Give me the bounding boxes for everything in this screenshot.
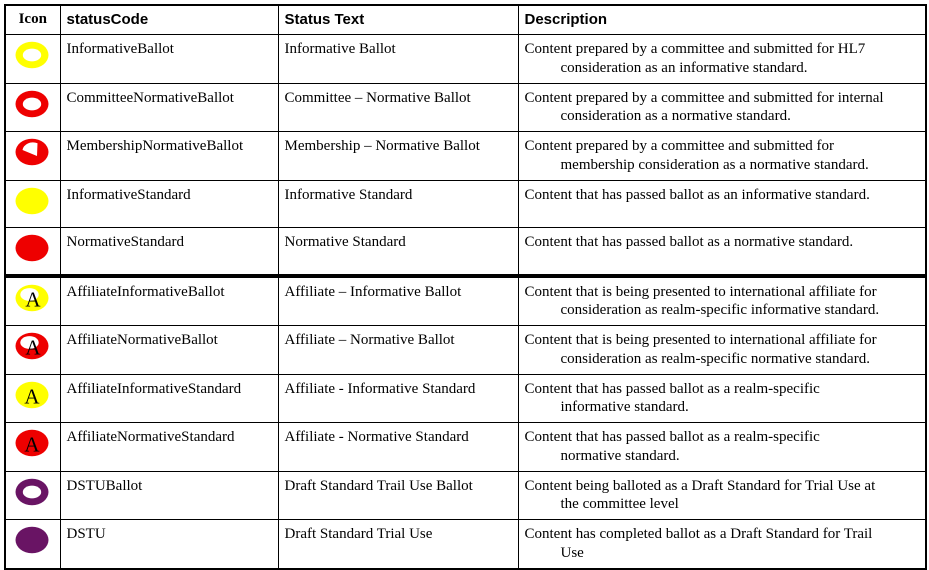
description-text: Content prepared by a committee and submitted for HL7 consideration as an informative standard. (524, 41, 866, 76)
status-text-cell (278, 423, 518, 472)
description-cell (518, 35, 926, 84)
status-code-text: AffiliateNormativeBallot (66, 332, 218, 348)
status-code-cell (60, 520, 278, 569)
red-ring-a-icon (14, 331, 51, 361)
table-row (5, 423, 926, 472)
table-body (5, 35, 926, 569)
status-code-cell (60, 374, 278, 423)
status-code-cell (60, 83, 278, 132)
description-cell (518, 326, 926, 375)
purple-ring-icon (14, 477, 51, 507)
status-code-text: DSTUBallot (66, 477, 143, 494)
svg-text:A: A (24, 432, 40, 457)
status-text: Draft Standard Trial Use (284, 526, 433, 542)
status-text-cell (278, 83, 518, 132)
description-text: Content that has passed ballot as a normative standard. (524, 233, 854, 250)
icon-cell (5, 471, 60, 520)
status-code-cell (60, 132, 278, 181)
icon-cell (5, 132, 60, 181)
status-text: Membership – Normative Ballot (284, 138, 480, 154)
status-text-cell (278, 227, 518, 276)
status-text-cell (278, 35, 518, 84)
status-code-text: CommitteeNormativeBallot (66, 89, 234, 106)
status-text: Draft Standard Trail Use Ballot (284, 477, 473, 494)
yellow-disc-a-icon (14, 380, 51, 410)
red-ring-icon (14, 89, 51, 119)
description-cell (518, 520, 926, 569)
description-cell (518, 132, 926, 181)
status-text-cell (278, 520, 518, 569)
red-disc-icon (14, 233, 51, 263)
table-row (5, 35, 926, 84)
status-text: Informative Standard (284, 186, 413, 203)
description-text: Content being balloted as a Draft Standard for Trial Use at the committee level (524, 477, 876, 513)
table-row (5, 471, 926, 520)
status-code-text: DSTU (66, 526, 106, 542)
svg-text:A: A (25, 335, 41, 360)
status-code-cell (60, 423, 278, 472)
status-text-cell (278, 276, 518, 326)
header-row (5, 5, 926, 35)
description-text: Content that is being presented to international affiliate for consideration as realm-specific informative standard. (524, 283, 880, 319)
yellow-ring-icon (14, 40, 51, 70)
purple-disc-icon (14, 525, 51, 555)
status-text-cell (278, 374, 518, 423)
ballot-status-table (4, 4, 927, 570)
status-text-cell (278, 471, 518, 520)
description-text: Content has completed ballot as a Draft Standard for Trail Use (524, 526, 873, 561)
red-disc-wedge-icon (14, 137, 51, 167)
status-code-text: InformativeBallot (66, 41, 174, 57)
icon-cell (5, 227, 60, 276)
icon-cell (5, 423, 60, 472)
status-text-cell (278, 132, 518, 181)
status-code-cell (60, 276, 278, 326)
icon-cell (5, 83, 60, 132)
description-text: Content prepared by a committee and submitted for membership consideration as a normative standard. (524, 138, 869, 173)
header-status-code: statusCode (60, 5, 278, 35)
status-text-cell (278, 180, 518, 227)
description-cell (518, 423, 926, 472)
description-cell (518, 276, 926, 326)
description-cell (518, 227, 926, 276)
icon-cell (5, 374, 60, 423)
header-status-text: Status Text (278, 5, 518, 35)
table-row (5, 227, 926, 276)
description-cell (518, 374, 926, 423)
status-code-cell (60, 471, 278, 520)
description-text: Content prepared by a committee and submitted for internal consideration as a normative standard. (524, 89, 884, 125)
table-row (5, 132, 926, 181)
status-text: Affiliate - Informative Standard (284, 380, 476, 397)
header-description: Description (518, 5, 926, 35)
status-code-text: MembershipNormativeBallot (66, 138, 244, 154)
status-code-text: InformativeStandard (66, 186, 191, 203)
status-code-cell (60, 180, 278, 227)
status-text: Informative Ballot (284, 41, 396, 57)
table-row (5, 520, 926, 569)
status-code-text: AffiliateInformativeStandard (66, 380, 242, 397)
table-row (5, 180, 926, 227)
yellow-ring-a-icon (14, 283, 51, 313)
description-text: Content that has passed ballot as a realm-specific normative standard. (524, 429, 820, 464)
status-code-cell (60, 227, 278, 276)
table-row (5, 326, 926, 375)
icon-cell (5, 520, 60, 569)
header-icon: Icon (5, 5, 60, 35)
icon-cell (5, 326, 60, 375)
description-text: Content that has passed ballot as an informative standard. (524, 186, 870, 203)
status-code-text: AffiliateNormativeStandard (66, 429, 235, 445)
icon-cell (5, 35, 60, 84)
table-row (5, 276, 926, 326)
status-code-text: AffiliateInformativeBallot (66, 283, 225, 300)
description-cell (518, 83, 926, 132)
status-text: Affiliate - Normative Standard (284, 429, 469, 445)
description-text: Content that is being presented to international affiliate for consideration as realm-specific normative standard. (524, 332, 877, 367)
red-disc-a-icon (14, 428, 51, 458)
table-row (5, 83, 926, 132)
status-code-cell (60, 35, 278, 84)
status-code-text: NormativeStandard (66, 233, 184, 250)
status-text: Affiliate – Normative Ballot (284, 332, 455, 348)
status-text: Affiliate – Informative Ballot (284, 283, 462, 300)
status-text-cell (278, 326, 518, 375)
description-text: Content that has passed ballot as a realm-specific informative standard. (524, 380, 820, 416)
description-cell (518, 471, 926, 520)
status-code-cell (60, 326, 278, 375)
icon-cell (5, 180, 60, 227)
status-text: Normative Standard (284, 233, 406, 250)
svg-text:A: A (24, 384, 40, 408)
svg-text:A: A (25, 287, 41, 311)
table-row (5, 374, 926, 423)
description-cell (518, 180, 926, 227)
status-text: Committee – Normative Ballot (284, 89, 471, 106)
icon-cell (5, 276, 60, 326)
yellow-disc-icon (14, 186, 51, 216)
